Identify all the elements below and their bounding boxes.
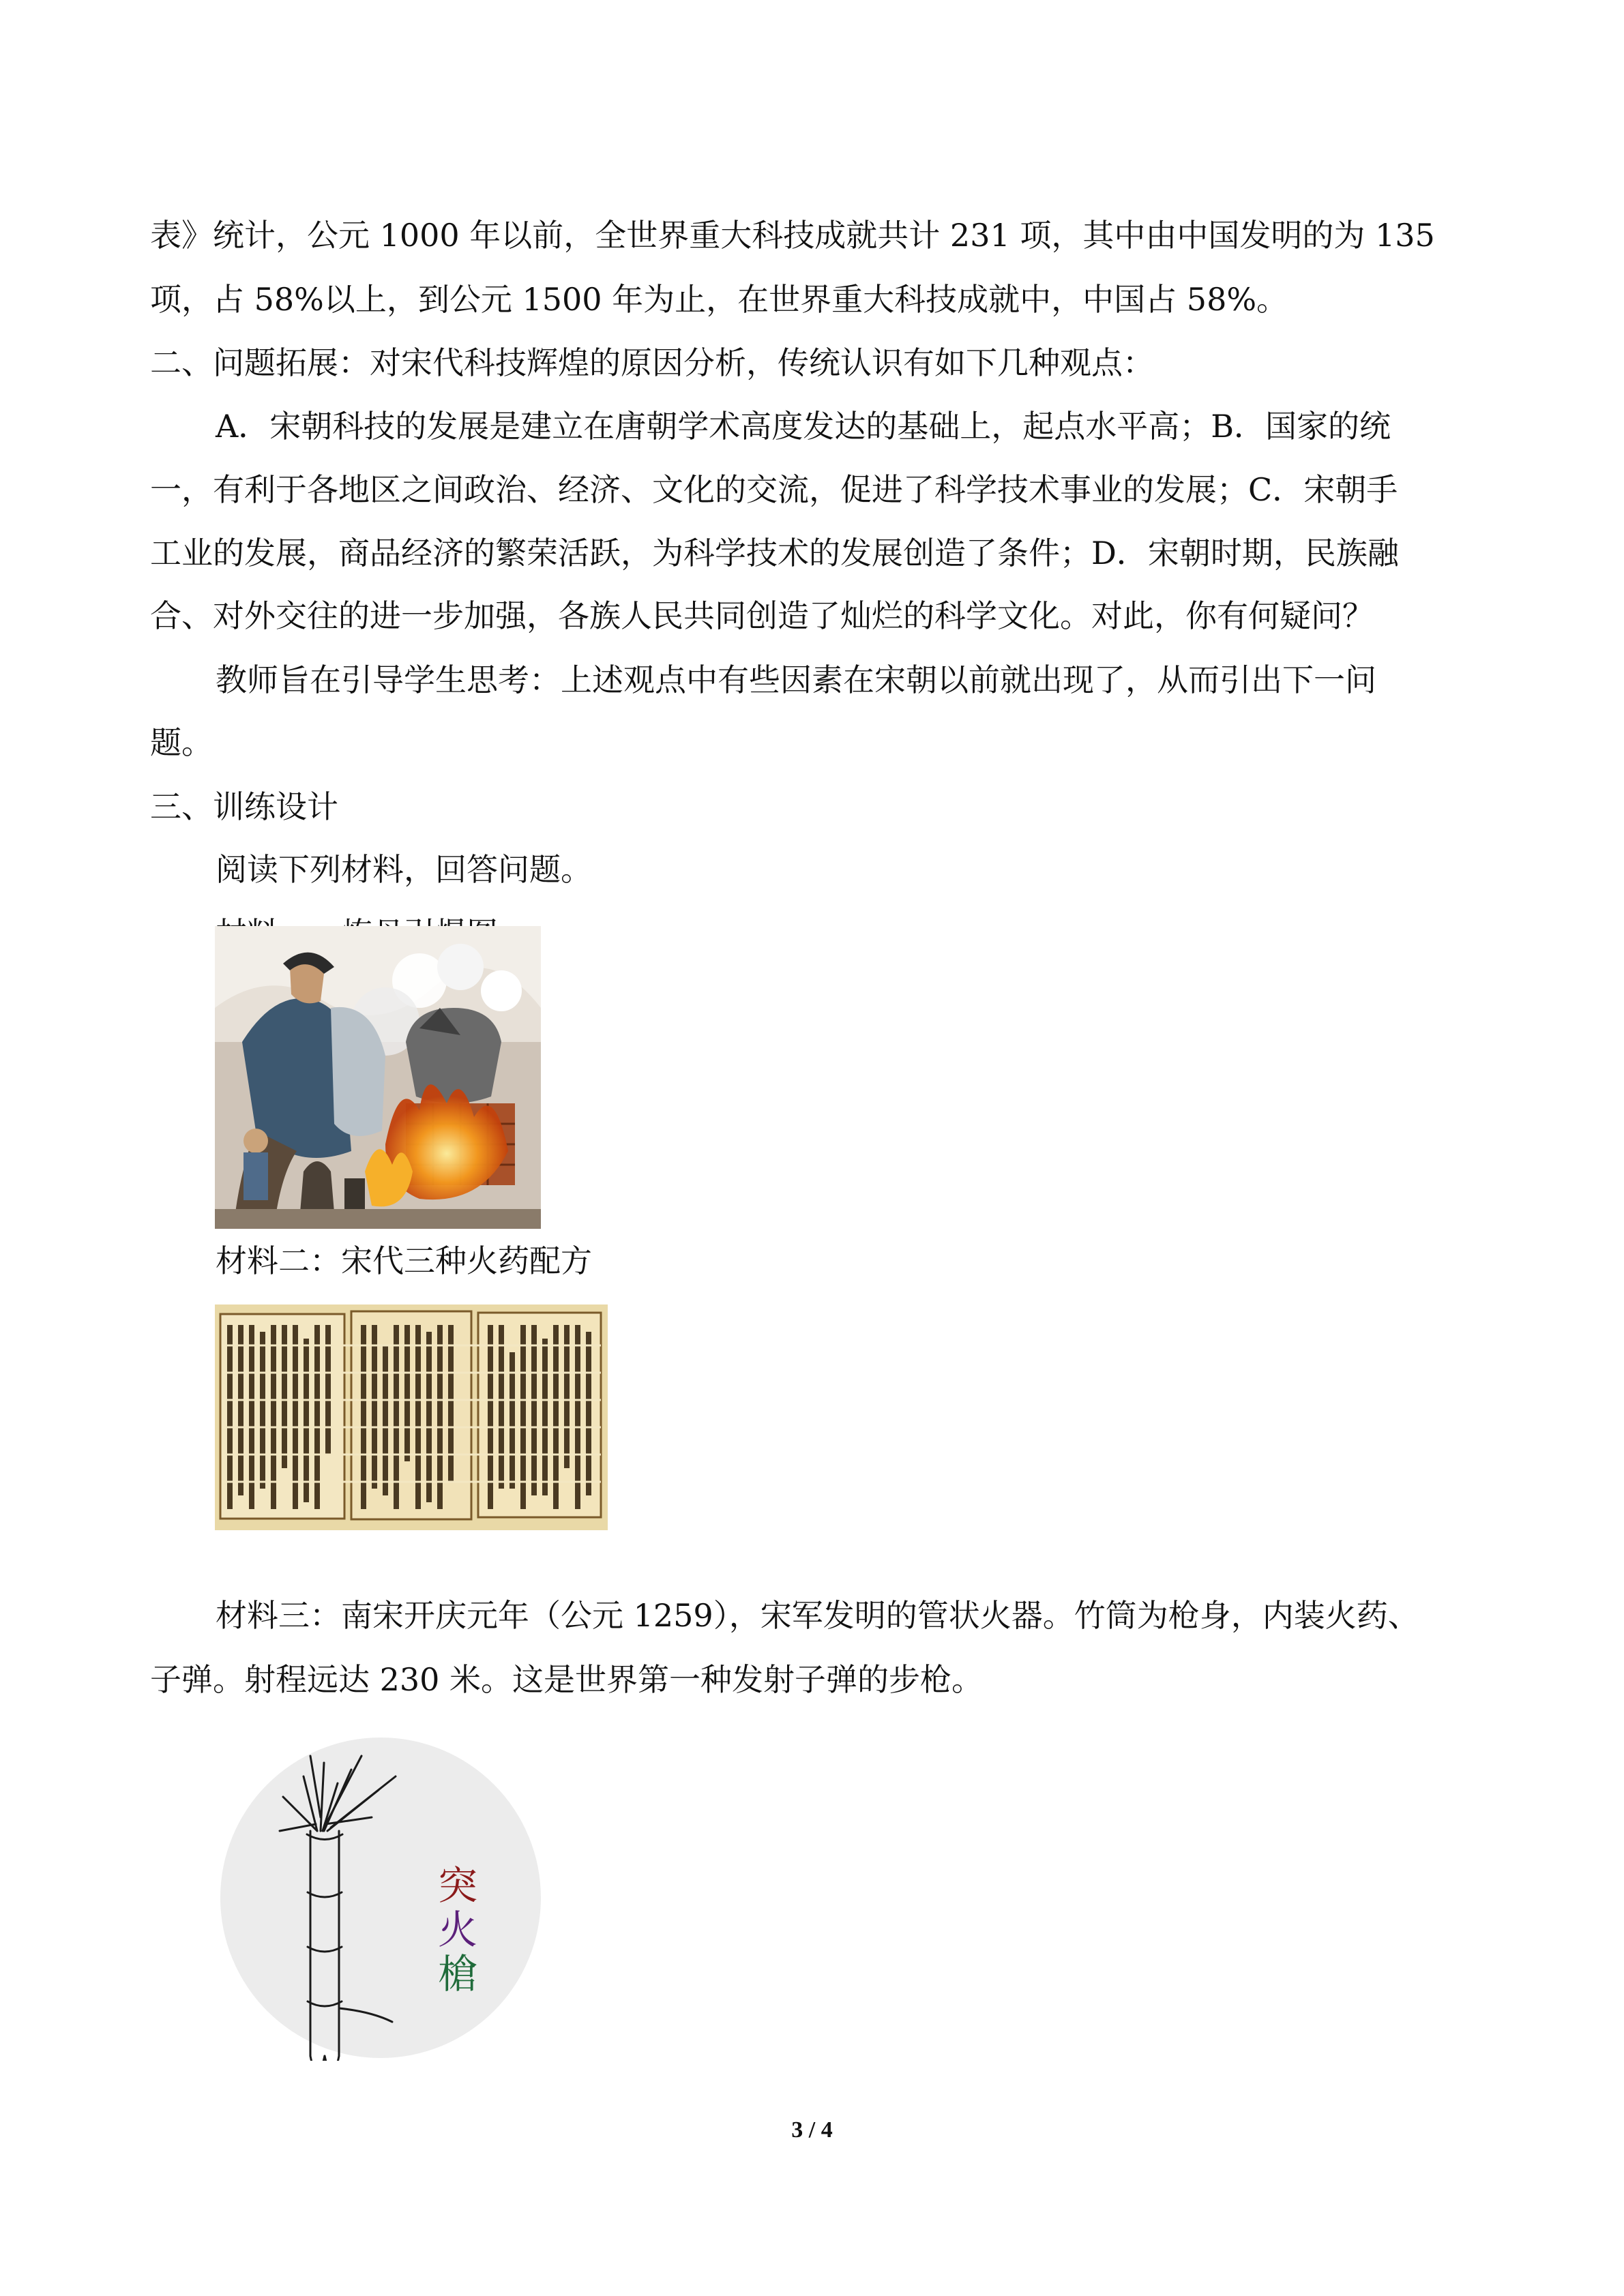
paragraph-line: 一，有利于各地区之间政治、经济、文化的交流，促进了科学技术事业的发展；C．宋朝手: [150, 471, 1398, 508]
fire-lance-caption-1: 突: [437, 1862, 478, 1909]
gunpowder-formula-book-image: [215, 1304, 608, 1530]
paragraph-line: 项，占 58%以上，到公元 1500 年为止，在世界重大科技成就中，中国占 58%。: [150, 281, 1288, 318]
paragraph-line: 题。: [150, 724, 213, 761]
paragraph-line: 阅读下列材料，回答问题。: [216, 851, 592, 888]
alchemy-explosion-image: [215, 926, 541, 1229]
paragraph-line: 工业的发展，商品经济的繁荣活跃，为科学技术的发展创造了条件；D．宋朝时期，民族融: [150, 535, 1399, 571]
section-heading: 三、训练设计: [150, 788, 338, 825]
paragraph-line: 表》统计，公元 1000 年以前，全世界重大科技成就共计 231 项，其中由中国发明的为 135: [150, 217, 1435, 254]
paragraph-line: 子弹。射程远达 230 米。这是世界第一种发射子弹的步枪。: [150, 1661, 984, 1698]
section-heading: 二、问题拓展：对宋代科技辉煌的原因分析，传统认识有如下几种观点：: [150, 344, 1154, 381]
paragraph-line: A．宋朝科技的发展是建立在唐朝学术高度发达的基础上，起点水平高；B．国家的统: [216, 408, 1391, 445]
material-2-label: 材料二：宋代三种火药配方: [216, 1242, 592, 1279]
fire-lance-image: [215, 1735, 546, 2061]
fire-lance-caption-2: 火: [437, 1907, 478, 1953]
paragraph-line: 教师旨在引导学生思考：上述观点中有些因素在宋朝以前就出现了，从而引出下一问: [216, 661, 1376, 698]
fire-lance-caption-3: 槍: [437, 1951, 478, 1997]
page-number: 3 / 4: [791, 2117, 833, 2143]
paragraph-line: 材料三：南宋开庆元年（公元 1259），宋军发明的管状火器。竹筒为枪身，内装火药、: [216, 1597, 1419, 1634]
paragraph-line: 合、对外交往的进一步加强，各族人民共同创造了灿烂的科学文化。对此，你有何疑问？: [150, 597, 1374, 634]
